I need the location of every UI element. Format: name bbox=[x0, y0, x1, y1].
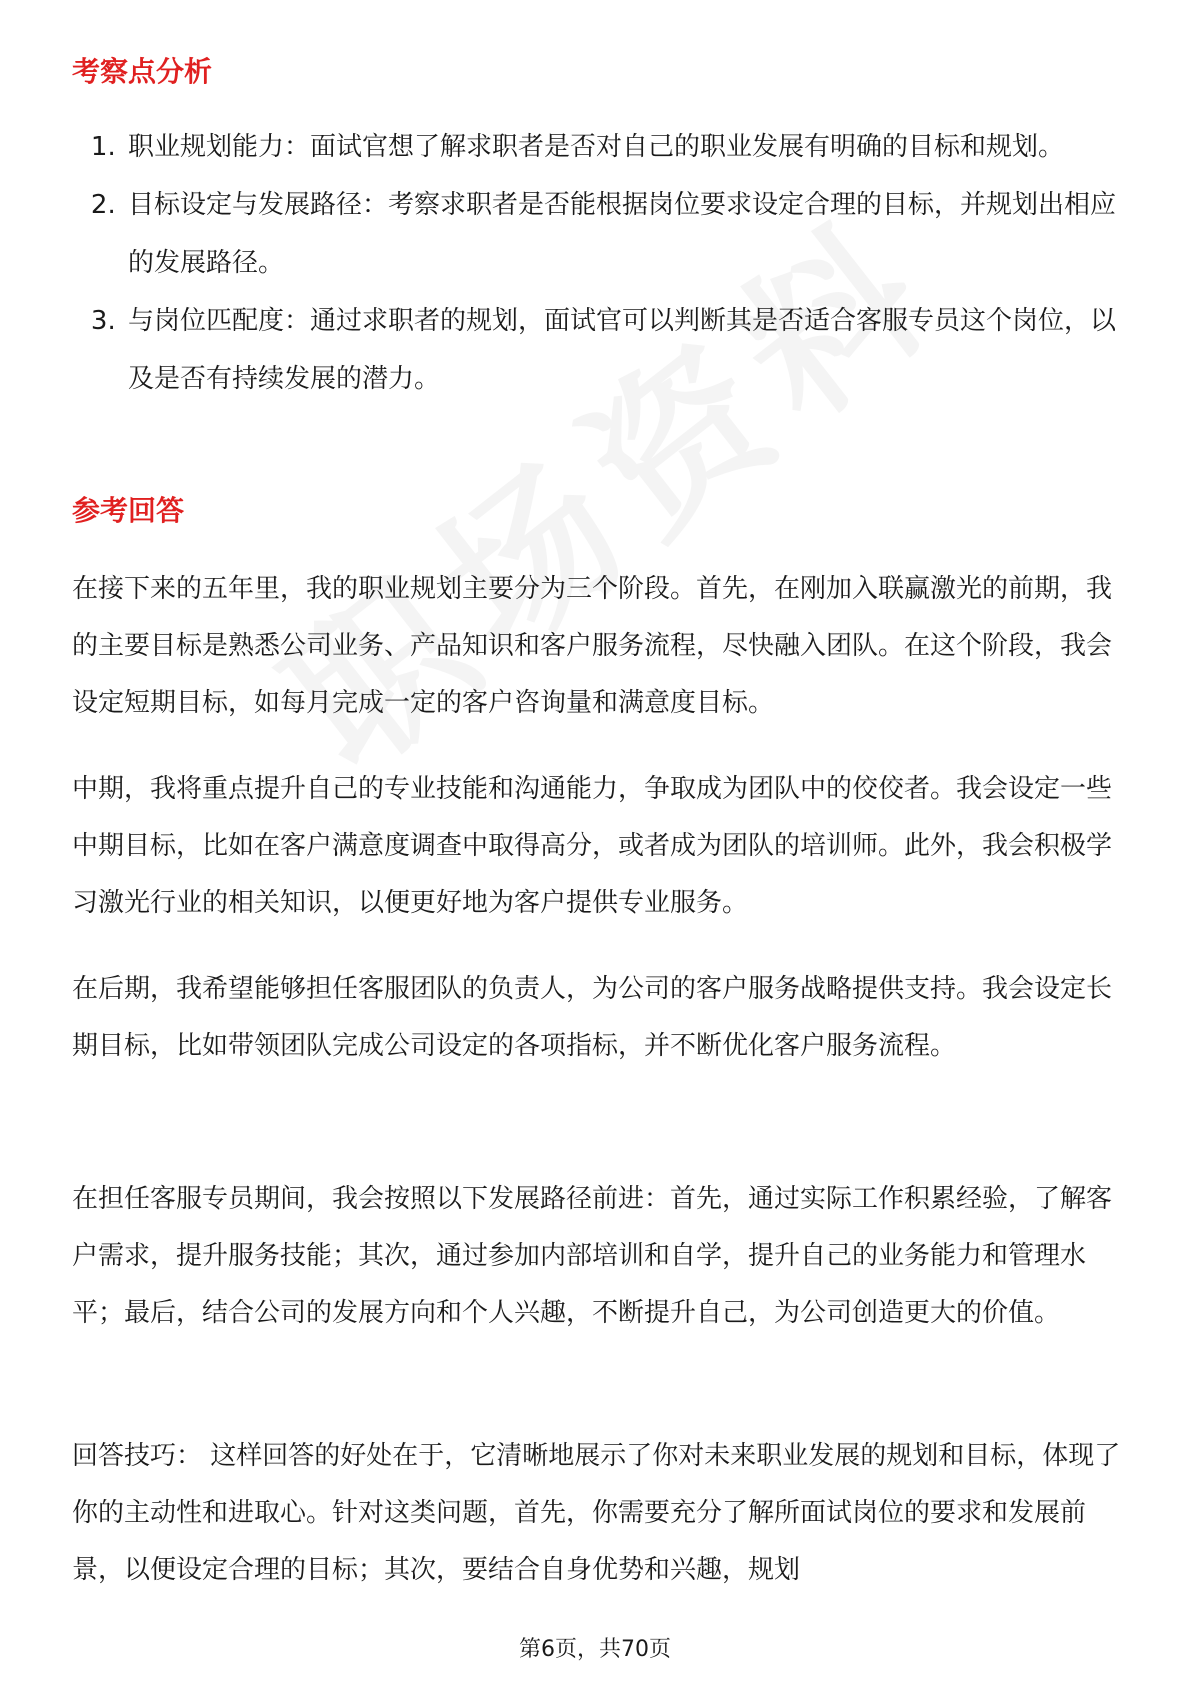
analysis-section-title: 考察点分析 bbox=[72, 55, 213, 88]
list-item: 3. 与岗位匹配度：通过求职者的规划，面试官可以判断其是否适合客服专员这个岗位，以及是否有持续发展的潜力。 bbox=[124, 292, 1124, 408]
answer-paragraph: 在接下来的五年里，我的职业规划主要分为三个阶段。首先，在刚加入联赢激光的前期，我的主要目标是熟悉公司业务、产品知识和客户服务流程，尽快融入团队。在这个阶段，我会设定短期目标，如每月完成一定的客户咨询量和满意度目标。 bbox=[72, 574, 1113, 718]
answer-tips-paragraph: 回答技巧： 这样回答的好处在于，它清晰地展示了你对未来职业发展的规划和目标，体现了你的主动性和进取心。针对这类问题，首先，你需要充分了解所面试岗位的要求和发展前景，以便设定合理的目标；其次，要结合自身优势和兴趣，规划 bbox=[72, 1441, 1121, 1585]
answer-paragraph: 中期，我将重点提升自己的专业技能和沟通能力，争取成为团队中的佼佼者。我会设定一些中期目标，比如在客户满意度调查中取得高分，或者成为团队的培训师。此外，我会积极学习激光行业的相关知识，以便更好地为客户提供专业服务。 bbox=[72, 774, 1113, 918]
answer-paragraph: 在后期，我希望能够担任客服团队的负责人，为公司的客户服务战略提供支持。我会设定长期目标，比如带领团队完成公司设定的各项指标，并不断优化客户服务流程。 bbox=[72, 974, 1113, 1061]
analysis-points-list bbox=[72, 118, 1124, 408]
answer-section-title: 参考回答 bbox=[72, 494, 185, 527]
page-number-footer: 第6页，共70页 bbox=[519, 1637, 671, 1662]
list-item: 1. 职业规划能力：面试官想了解求职者是否对自己的职业发展有明确的目标和规划。 bbox=[124, 118, 1124, 176]
answer-paragraph: 在担任客服专员期间，我会按照以下发展路径前进：首先，通过实际工作积累经验，了解客户需求，提升服务技能；其次，通过参加内部培训和自学，提升自己的业务能力和管理水平；最后，结合公司的发展方向和个人兴趣，不断提升自己，为公司创造更大的价值。 bbox=[72, 1184, 1113, 1328]
list-item: 2. 目标设定与发展路径：考察求职者是否能根据岗位要求设定合理的目标，并规划出相应的发展路径。 bbox=[124, 176, 1124, 292]
